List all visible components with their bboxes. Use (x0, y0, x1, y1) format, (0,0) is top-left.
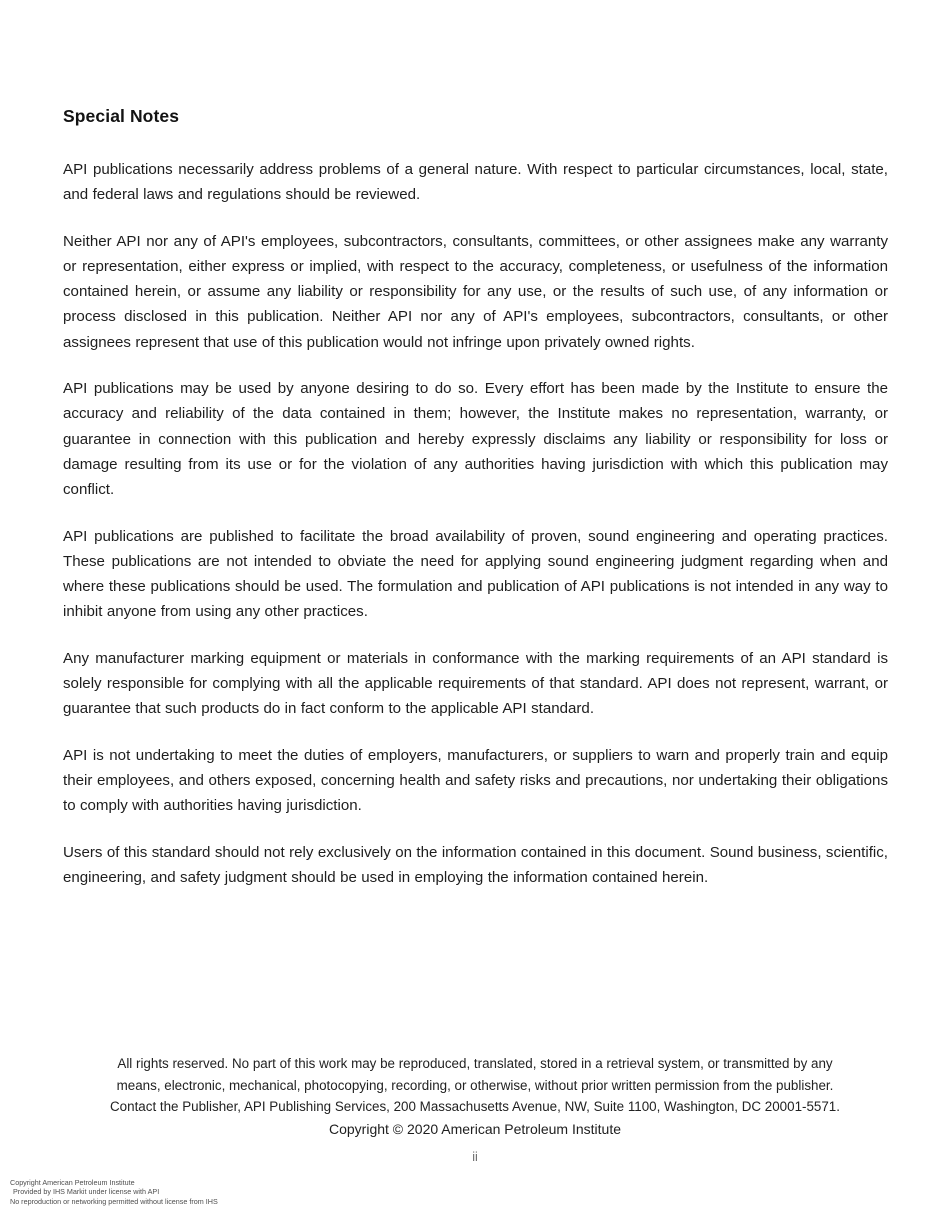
copyright-notice: Copyright © 2020 American Petroleum Institute (328, 1121, 622, 1137)
rights-line-2: means, electronic, mechanical, photocopying, recording, or otherwise, without prior written permission from the publisher. (116, 1077, 834, 1093)
watermark-line-1: Copyright American Petroleum Institute (10, 1178, 135, 1187)
page-title: Special Notes (63, 106, 180, 126)
paragraph-manufacturer-marking: Any manufacturer marking equipment or materials in conformance with the marking requirements of an API standard is solely responsible for complying with all the applicable requirements of that standard. API does not represent, warrant, or guarantee that such products do in fact conform to the applicable API standard. (63, 649, 888, 718)
watermark-line-2: Provided by IHS Markit under license with API (13, 1187, 160, 1197)
rights-line-3: Contact the Publisher, API Publishing Services, 200 Massachusetts Avenue, NW, Suite 1100, Washington, DC 20001-5571. (110, 1099, 840, 1114)
paragraph-scope: API publications necessarily address problems of a general nature. With respect to particular circumstances, local, state, and federal laws and regulations should be reviewed. (63, 161, 888, 204)
page-number: ii (472, 1150, 478, 1164)
paragraph-employer-duties: API is not undertaking to meet the duties of employers, manufacturers, or suppliers to warn and properly train and equip their employees, and others exposed, concerning health and safety risks and precautions, nor undertaking their obligations to comply with authorities having jurisdiction. (63, 746, 888, 815)
paragraph-publication-purpose: API publications are published to facilitate the broad availability of proven, sound engineering and operating practices. These publications are not intended to obviate the need for applying sound engineering judgment regarding when and where these publications should be used. The formulation and publication of API publications is not intended in any way to inhibit anyone from using any other practices. (63, 527, 888, 621)
ihs-license-watermark (10, 1178, 340, 1206)
watermark-line-3: No reproduction or networking permitted without license from IHS (10, 1196, 218, 1206)
rights-reserved-block (75, 1053, 875, 1118)
main-text-column (63, 106, 888, 890)
paragraph-use-reliability: API publications may be used by anyone desiring to do so. Every effort has been made by the Institute to ensure the accuracy and reliability of the data contained in them; however, the Institute makes no representation, warranty, or guarantee in connection with this publication and hereby expressly disclaims any liability or responsibility for loss or damage resulting from its use or for the violation of any authorities having jurisdiction with which this publication may conflict. (63, 380, 888, 499)
rights-line-1: All rights reserved. No part of this work may be reproduced, translated, stored in a retrieval system, or transmitted by any (117, 1056, 833, 1071)
paragraph-disclaimer-warranty: Neither API nor any of API's employees, subcontractors, consultants, committees, or other assignees make any warranty or representation, either express or implied, with respect to the accuracy, completeness, or usefulness of the information contained herein, or assume any liability or responsibility for any use, or the results of such use, of any information or process disclosed in this publication. Neither API nor any of API's employees, subcontractors, consultants, or other assignees represent that use of this publication would not infringe upon privately owned rights. (63, 232, 888, 351)
paragraph-user-reliance: Users of this standard should not rely exclusively on the information contained in this document. Sound business, scientific, engineering, and safety judgment should be used in employing the information contained herein. (63, 843, 888, 886)
